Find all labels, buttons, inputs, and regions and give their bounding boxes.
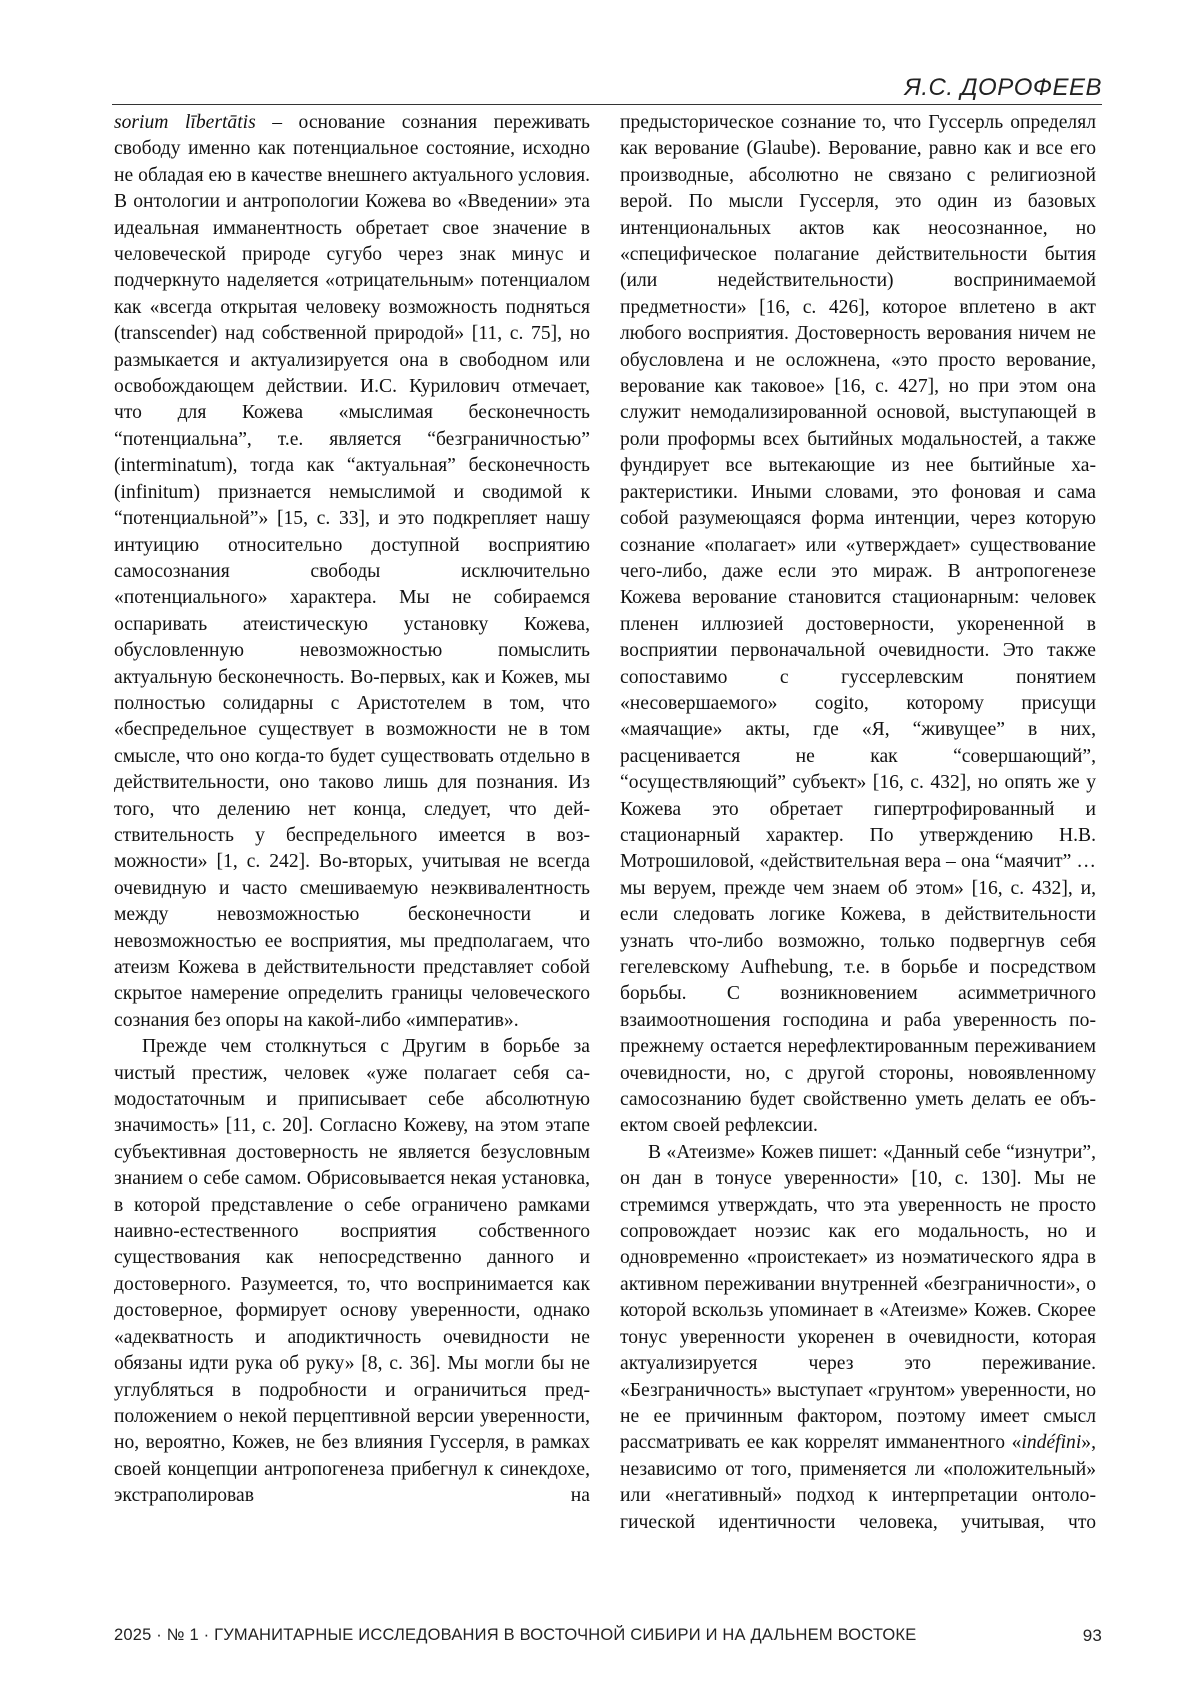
page-footer [114, 1626, 1102, 1645]
journal-title: 2025 · № 1 · ГУМАНИТАРНЫЕ ИССЛЕДОВАНИЯ В ВОСТОЧНОЙ СИБИРИ И НА ДАЛЬНЕМ ВОСТОКЕ [114, 1626, 917, 1644]
paragraph [114, 110, 590, 1034]
paragraph-text: – основание сознания переживать свободу именно как потенциальное состояние, исходно не обладая ею в качестве внешнего актуального условия. В онтологии и антропологии Кожева во «Введении» эта идеальная имманентность обретает свое значение в человеческой природе сугубо через знак минус и подчеркнуто наделяется «отрицательным» потенциалом как «всегда открытая человеку возможность подняться (transcender) над собственной природой» [11, с. 75], но размыкается и актуализируется она в свободном или освобождающем действии. И.С. Курилович отмечает, что для Кожева «мыслимая бесконечность “потенциальна”, т.е. является “безграничностью” (interminatum), тогда как “актуальная” бесконечность (infinitum) признается немыслимой и сводимой к “потенциальной”» [15, с. 33], и это подкрепляет нашу интуицию относительно доступной восприятию самосознания свободы исключительно «потенциального» характера. Мы не собираемся оспаривать атеистическую установку Кожева, обусловленную невозможностью помыслить актуальную бесконечность. Во-первых, как и Кожев, мы полностью солидарны с Аристотелем в том, что «беспредельное существует в возможности не в том смысле, что оно когда-то будет существовать отдельно в действительности, оно таково лишь для познания. Из того, что делению нет конца, следует, что действительность у беспредельного имеется в возможности» [1, с. 242]. Во-вторых, учитывая не всегда очевидную и часто смешиваемую неэквивалентность между невозможностью бесконечности и невозможностью ее восприятия, мы предполагаем, что атеизм Кожева в действительности представляет собой скрытое намерение определить границы человеческого сознания без опоры на какой-либо «императив». [114, 112, 590, 1031]
page-number: 93 [1082, 1626, 1102, 1645]
paragraph: Прежде чем столкнуться с Другим в борьбе за чистый престиж, человек «уже полагает себя самодостаточным и приписывает себе абсолютную значимость» [11, с. 20]. Согласно Кожеву, на этом этапе субъективная достоверность не является безусловным знанием о себе самом. Обрисовывается некая установка, в которой представление о себе ограничено рамками наивно-естественного восприятия собственного существования как непосредственно данного и достоверного. Разумеется, то, что воспринимается как достоверное, формирует основу уверенности, однако «адекватность и аподиктичность очевидности не обязаны идти рука об руку» [8, с. 36]. Мы могли бы не углубляться в подробности и ограничиться предположением о некой перцептивной версии уверенности, но, вероятно, Кожев, не без влияния Гуссерля, в рамках своей концепции антропогенеза прибегнул к синекдохе, экстраполировав на [114, 1036, 590, 1507]
right-column [620, 110, 1096, 1610]
french-term: indéfini [1021, 1432, 1082, 1454]
paragraph-text: В «Атеизме» Кожев пишет: «Данный себе “изнутри”, он дан в тонусе уверенности» [10, с. 130]. Мы не стремимся утверждать, что эта уверенность не просто сопровождает ноэзис как его модальность, но и одновременно «проистекает» из ноэматического ядра в активном переживании внутренней «безграничности», о которой вскользь упоминает в «Атеизме» Кожев. Скорее тонус уверенности укоренен в очевидности, которая актуализируется через это переживание. «Безграничность» выступает «грунтом» уверенности, но не ее причинным фактором, поэтому имеет смысл рассматривать ее как коррелят имманентного « [620, 1141, 1096, 1454]
paragraph: предысторическое сознание то, что Гуссерль определял как верование (Glaube). Верование, равно как и все его производные, абсолютно не связано с религиозной верой. По мысли Гуссерля, это один из базовых интенциональных актов как неосознанное, но «специфическое полагание действительности бытия (или недействительности) воспринимаемой предметности» [16, с. 426], которое вплетено в акт любого восприятия. Достоверность верования ничем не обусловлена и не осложнена, «это просто верование, верование как таковое» [16, с. 427], но при этом она служит немодализированной основой, выступающей в роли проформы всех бытийных модальностей, а также фундирует все вытекающие из нее бытийные характеристики. Иными словами, это фоновая и сама собой разумеющаяся форма интенции, через которую сознание «полагает» или «утверждает» существование чего-либо, даже если это мираж. В антропогенезе Кожева верование становится стационарным: человек пленен иллюзией достоверности, укорененной в восприятии первоначальной очевидности. Это также сопоставимо с гуссерлевским понятием «несовершаемого» cogito, которому присущи «маячащие» акты, где «Я, “живущее” в них, расценивается не как “совершающий”, “осуществляющий” субъект» [16, с. 432], но опять же у Кожева это обретает гипертрофированный и стационарный характер. По утверждению Н.В. Мотрошиловой, «действительная вера – она “маячит” …мы веруем, прежде чем знаем об этом» [16, с. 432], и, если следовать логике Кожева, в действительности узнать что-либо возможно, только подвергнув себя гегелевскому Aufhebung, т.е. в борьбе и посредством борьбы. С возникновением асимметричного взаимоотношения господина и раба уверенность по-прежнему остается нерефлектированным переживанием очевидности, но, с другой стороны, новоявленному самосознанию будет свойственно уметь делать ее объектом своей рефлексии. [620, 112, 1096, 1137]
header-rule [112, 104, 1102, 105]
running-head-author: Я.С. ДОРОФЕЕВ [904, 74, 1102, 101]
left-column [114, 110, 590, 1610]
paragraph [620, 1140, 1096, 1536]
latin-term: sorium lībertātis [114, 112, 256, 133]
paragraph-text: », независимо от того, применяется ли «положительный» или «негативный» подход к интерпретации онтологической идентичности человека, учитывая, что [620, 1432, 1096, 1533]
